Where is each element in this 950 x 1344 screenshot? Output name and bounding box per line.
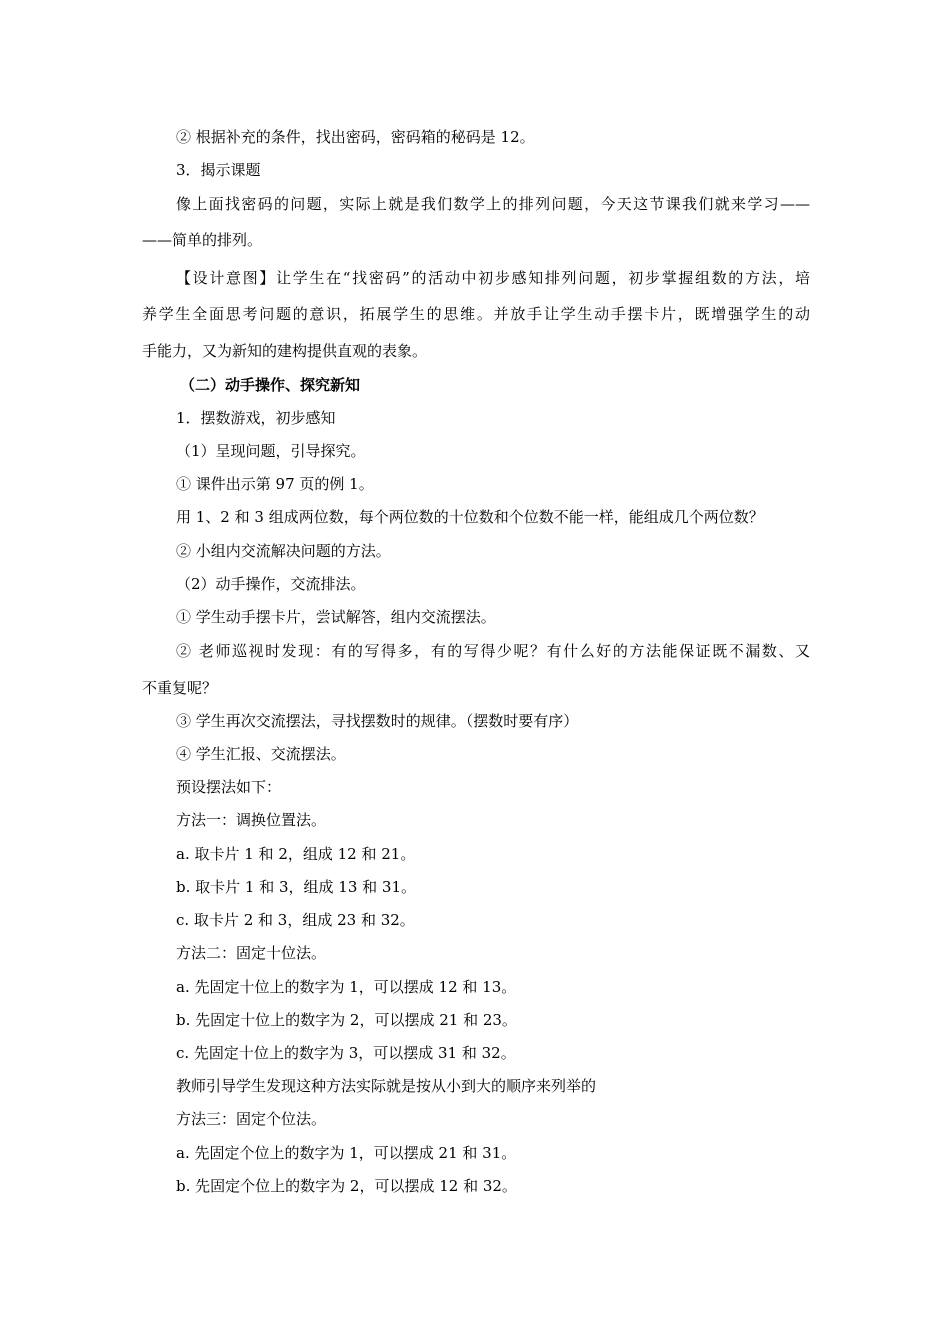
method-2-item-c: c. 先固定十位上的数字为 3，可以摆成 31 和 32。 xyxy=(176,1044,516,1062)
step-2-item-4: ④ 学生汇报、交流摆法。 xyxy=(176,745,346,763)
step-2-item-2-line-1: ② 老师巡视时发现：有的写得多，有的写得少呢？有什么好的方法能保证既不漏数、又 xyxy=(176,642,810,660)
example-question: 用 1、2 和 3 组成两位数，每个两位数的十位数和个位数不能一样，能组成几个两位数？ xyxy=(176,508,764,526)
step-1-item-2: ② 小组内交流解决问题的方法。 xyxy=(176,542,391,560)
method-2-item-b: b. 先固定十位上的数字为 2，可以摆成 21 和 23。 xyxy=(176,1011,517,1029)
preset-methods-intro: 预设摆法如下： xyxy=(176,778,282,796)
step-2-item-2-line-2: 不重复呢？ xyxy=(142,679,218,697)
step-1-item-1: ① 课件出示第 97 页的例 1。 xyxy=(176,475,374,493)
design-intent-line-2: 养学生全面思考问题的意识，拓展学生的思维。并放手让学生动手摆卡片，既增强学生的动 xyxy=(142,305,810,323)
section-3-heading: 3．揭示课题 xyxy=(176,161,261,179)
step-2-item-1: ① 学生动手摆卡片，尝试解答，组内交流摆法。 xyxy=(176,608,496,626)
method-1-item-b: b. 取卡片 1 和 3，组成 13 和 31。 xyxy=(176,878,417,896)
step-2-heading: （2）动手操作，交流排法。 xyxy=(176,575,366,593)
method-1-item-c: c. 取卡片 2 和 3，组成 23 和 32。 xyxy=(176,911,415,929)
section-2-heading: （二）动手操作、探究新知 xyxy=(180,376,361,394)
step-1-heading: （1）呈现问题，引导探究。 xyxy=(176,442,366,460)
subsection-1-heading: 1．摆数游戏，初步感知 xyxy=(176,409,336,427)
method-1-item-a: a. 取卡片 1 和 2，组成 12 和 21。 xyxy=(176,845,416,863)
teacher-guidance-note: 教师引导学生发现这种方法实际就是按从小到大的顺序来列举的 xyxy=(176,1077,597,1095)
design-intent-line-1: 【设计意图】让学生在“找密码”的活动中初步感知排列问题，初步掌握组数的方法，培 xyxy=(176,269,810,287)
method-2-item-a: a. 先固定十位上的数字为 1，可以摆成 12 和 13。 xyxy=(176,978,517,996)
method-1-heading: 方法一：调换位置法。 xyxy=(176,811,327,829)
method-2-heading: 方法二：固定十位法。 xyxy=(176,944,327,962)
method-3-item-a: a. 先固定个位上的数字为 1，可以摆成 21 和 31。 xyxy=(176,1144,517,1162)
step-2-item-3: ③ 学生再次交流摆法，寻找摆数时的规律。（摆数时要有序） xyxy=(176,712,579,730)
topic-paragraph-line-2: ——简单的排列。 xyxy=(142,231,263,249)
design-intent-line-3: 手能力，又为新知的建构提供直观的表象。 xyxy=(142,342,428,360)
method-3-heading: 方法三：固定个位法。 xyxy=(176,1110,327,1128)
method-3-item-b: b. 先固定个位上的数字为 2，可以摆成 12 和 32。 xyxy=(176,1177,517,1195)
step-2-password-line: ② 根据补充的条件，找出密码，密码箱的秘码是 12。 xyxy=(176,128,535,146)
topic-paragraph-line-1: 像上面找密码的问题，实际上就是我们数学上的排列问题，今天这节课我们就来学习—— xyxy=(176,195,810,213)
